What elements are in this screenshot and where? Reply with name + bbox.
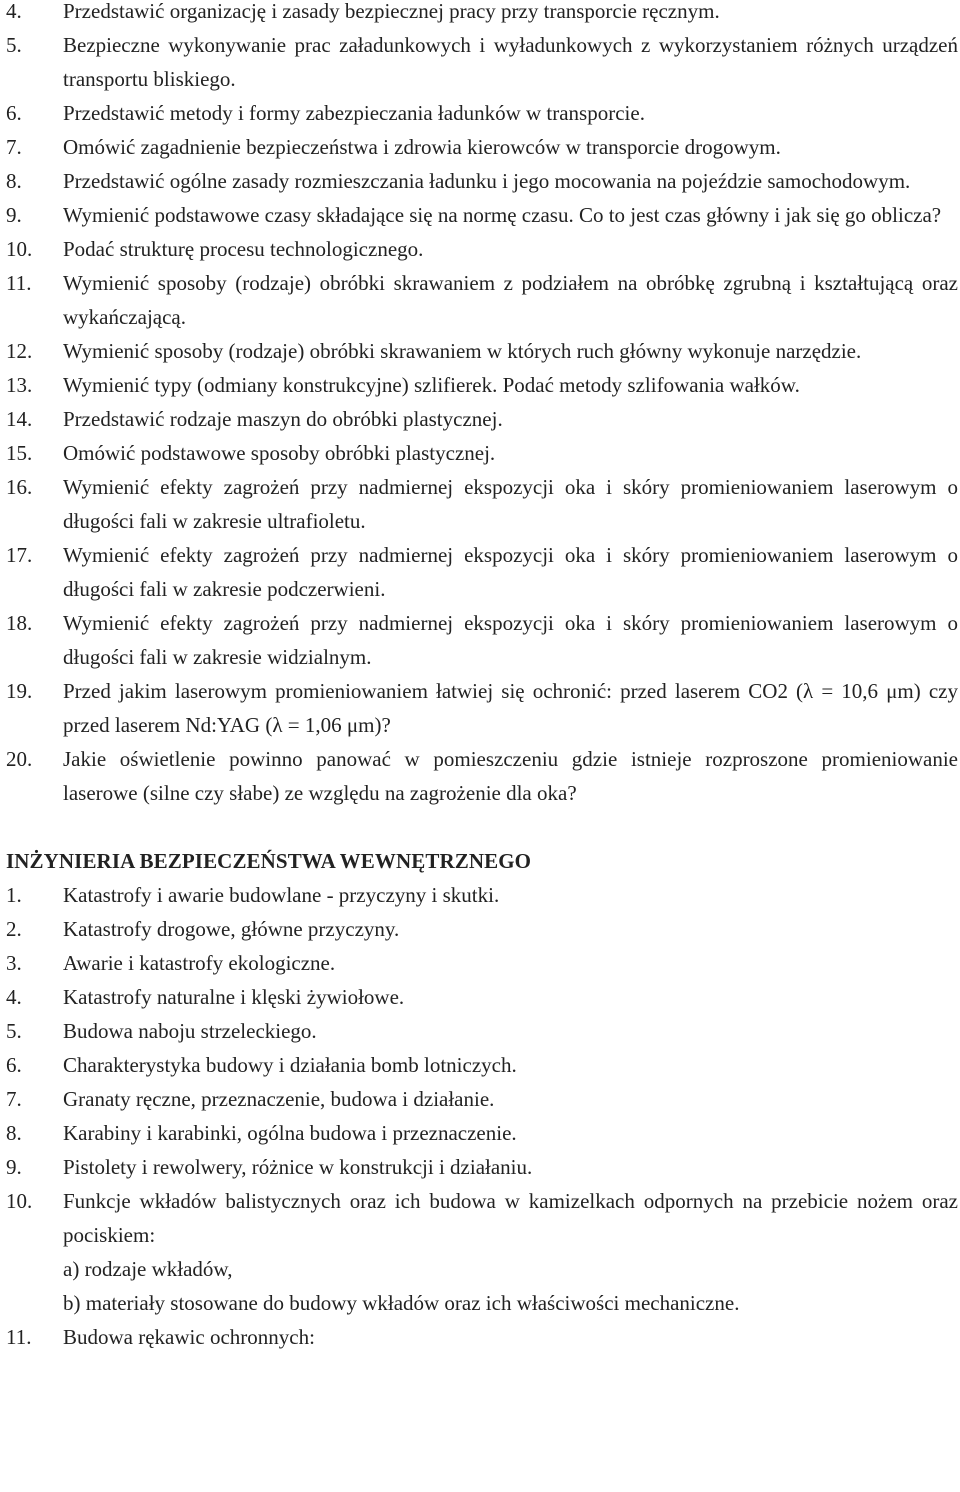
item-text: Wymienić efekty zagrożeń przy nadmiernej ekspozycji oka i skóry promieniowaniem laserowym o długości fali w zakresie podczerwieni.	[63, 543, 958, 601]
item-number: 10.	[6, 1189, 33, 1213]
item-text: Bezpieczne wykonywanie prac załadunkowych i wyładunkowych z wykorzystaniem różnych urządzeń transportu bliskiego.	[63, 33, 958, 91]
item-text: Wymienić podstawowe czasy składające się na normę czasu. Co to jest czas główny i jak się go oblicza?	[63, 203, 942, 227]
list-item	[6, 946, 958, 980]
item-number: 13.	[6, 373, 33, 397]
list-item	[6, 96, 958, 130]
item-text: Omówić podstawowe sposoby obróbki plastycznej.	[63, 441, 496, 465]
item-text: Wymienić sposoby (rodzaje) obróbki skrawaniem w których ruch główny wykonuje narzędzie.	[63, 339, 862, 363]
list-item	[6, 1320, 958, 1354]
item-text: Granaty ręczne, przeznaczenie, budowa i działanie.	[63, 1087, 495, 1111]
item-text: Pistolety i rewolwery, różnice w konstrukcji i działaniu.	[63, 1155, 533, 1179]
list-item	[6, 1116, 958, 1150]
item-number: 11.	[6, 1325, 32, 1349]
item-number: 6.	[6, 101, 22, 125]
item-number: 3.	[6, 951, 22, 975]
item-number: 7.	[6, 1087, 22, 1111]
item-text: Przedstawić metody i formy zabezpieczania ładunków w transporcie.	[63, 101, 645, 125]
item-number: 18.	[6, 611, 33, 635]
item-number: 5.	[6, 1019, 22, 1043]
item-text: Karabiny i karabinki, ogólna budowa i przeznaczenie.	[63, 1121, 517, 1145]
item-number: 9.	[6, 203, 22, 227]
list-item	[6, 1014, 958, 1048]
list-item	[6, 164, 958, 198]
list-item	[6, 606, 958, 674]
item-text: Budowa naboju strzeleckiego.	[63, 1019, 317, 1043]
sub-item-b: b) materiały stosowane do budowy wkładów oraz ich właściwości mechaniczne.	[63, 1291, 740, 1315]
list-item	[6, 980, 958, 1014]
list-item	[6, 470, 958, 538]
item-text: Wymienić efekty zagrożeń przy nadmiernej ekspozycji oka i skóry promieniowaniem laserowym o długości fali w zakresie ultrafioletu.	[63, 475, 958, 533]
item-text: Katastrofy i awarie budowlane - przyczyny i skutki.	[63, 883, 500, 907]
list-item	[6, 28, 958, 96]
list-item	[6, 878, 958, 912]
list-item	[6, 198, 958, 232]
item-number: 12.	[6, 339, 33, 363]
item-number: 8.	[6, 1121, 22, 1145]
item-number: 7.	[6, 135, 22, 159]
item-text: Wymienić typy (odmiany konstrukcyjne) szlifierek. Podać metody szlifowania wałków.	[63, 373, 800, 397]
item-text: Katastrofy naturalne i klęski żywiołowe.	[63, 985, 405, 1009]
list-item	[6, 0, 958, 28]
item-number: 5.	[6, 33, 22, 57]
item-text: Awarie i katastrofy ekologiczne.	[63, 951, 336, 975]
list-item	[6, 402, 958, 436]
list-item	[6, 538, 958, 606]
list-item	[6, 1150, 958, 1184]
item-number: 4.	[6, 0, 22, 23]
item-number: 15.	[6, 441, 33, 465]
list-item	[6, 742, 958, 810]
item-number: 14.	[6, 407, 33, 431]
item-text: Przedstawić organizację i zasady bezpiecznej pracy przy transporcie ręcznym.	[63, 0, 720, 23]
list-item	[6, 334, 958, 368]
item-text: Omówić zagadnienie bezpieczeństwa i zdrowia kierowców w transporcie drogowym.	[63, 135, 781, 159]
item-number: 19.	[6, 679, 33, 703]
question-list-transport	[6, 0, 958, 810]
item-number: 9.	[6, 1155, 22, 1179]
item-text: Przedstawić ogólne zasady rozmieszczania ładunku i jego mocowania na pojeździe samochodowym.	[63, 169, 911, 193]
list-item	[6, 368, 958, 402]
item-number: 11.	[6, 271, 32, 295]
item-number: 1.	[6, 883, 22, 907]
list-item	[6, 1184, 958, 1320]
list-item	[6, 266, 958, 334]
item-number: 8.	[6, 169, 22, 193]
item-number: 4.	[6, 985, 22, 1009]
question-list-internal-security	[6, 878, 958, 1354]
item-text: Charakterystyka budowy i działania bomb lotniczych.	[63, 1053, 517, 1077]
item-text: Wymienić efekty zagrożeń przy nadmiernej ekspozycji oka i skóry promieniowaniem laserowym o długości fali w zakresie widzialnym.	[63, 611, 958, 669]
item-number: 17.	[6, 543, 33, 567]
list-item	[6, 1048, 958, 1082]
item-number: 2.	[6, 917, 22, 941]
list-item	[6, 912, 958, 946]
list-item	[6, 232, 958, 266]
section-heading: INŻYNIERIA BEZPIECZEŃSTWA WEWNĘTRZNEGO	[6, 849, 532, 873]
item-number: 20.	[6, 747, 33, 771]
list-item	[6, 674, 958, 742]
item-number: 16.	[6, 475, 33, 499]
document-page	[6, 0, 958, 1354]
item-text: Jakie oświetlenie powinno panować w pomieszczeniu gdzie istnieje rozproszone promieniowanie laserowe (silne czy słabe) ze względu na zagrożenie dla oka?	[63, 747, 958, 805]
item-number: 6.	[6, 1053, 22, 1077]
item-text: Przedstawić rodzaje maszyn do obróbki plastycznej.	[63, 407, 503, 431]
sub-item-a: a) rodzaje wkładów,	[63, 1257, 233, 1281]
item-text: Podać strukturę procesu technologicznego.	[63, 237, 424, 261]
list-item	[6, 1082, 958, 1116]
item-text: Wymienić sposoby (rodzaje) obróbki skrawaniem z podziałem na obróbkę zgrubną i kształtującą oraz wykańczającą.	[63, 271, 958, 329]
item-text: Przed jakim laserowym promieniowaniem łatwiej się ochronić: przed laserem CO2 (λ = 10,6 μm) czy przed laserem Nd:YAG (λ = 1,06 μm)?	[63, 679, 958, 737]
item-text: Katastrofy drogowe, główne przyczyny.	[63, 917, 400, 941]
item-text: Funkcje wkładów balistycznych oraz ich budowa w kamizelkach odpornych na przebicie nożem oraz pociskiem:	[63, 1189, 958, 1247]
item-text: Budowa rękawic ochronnych:	[63, 1325, 315, 1349]
list-item	[6, 436, 958, 470]
item-number: 10.	[6, 237, 33, 261]
list-item	[6, 130, 958, 164]
